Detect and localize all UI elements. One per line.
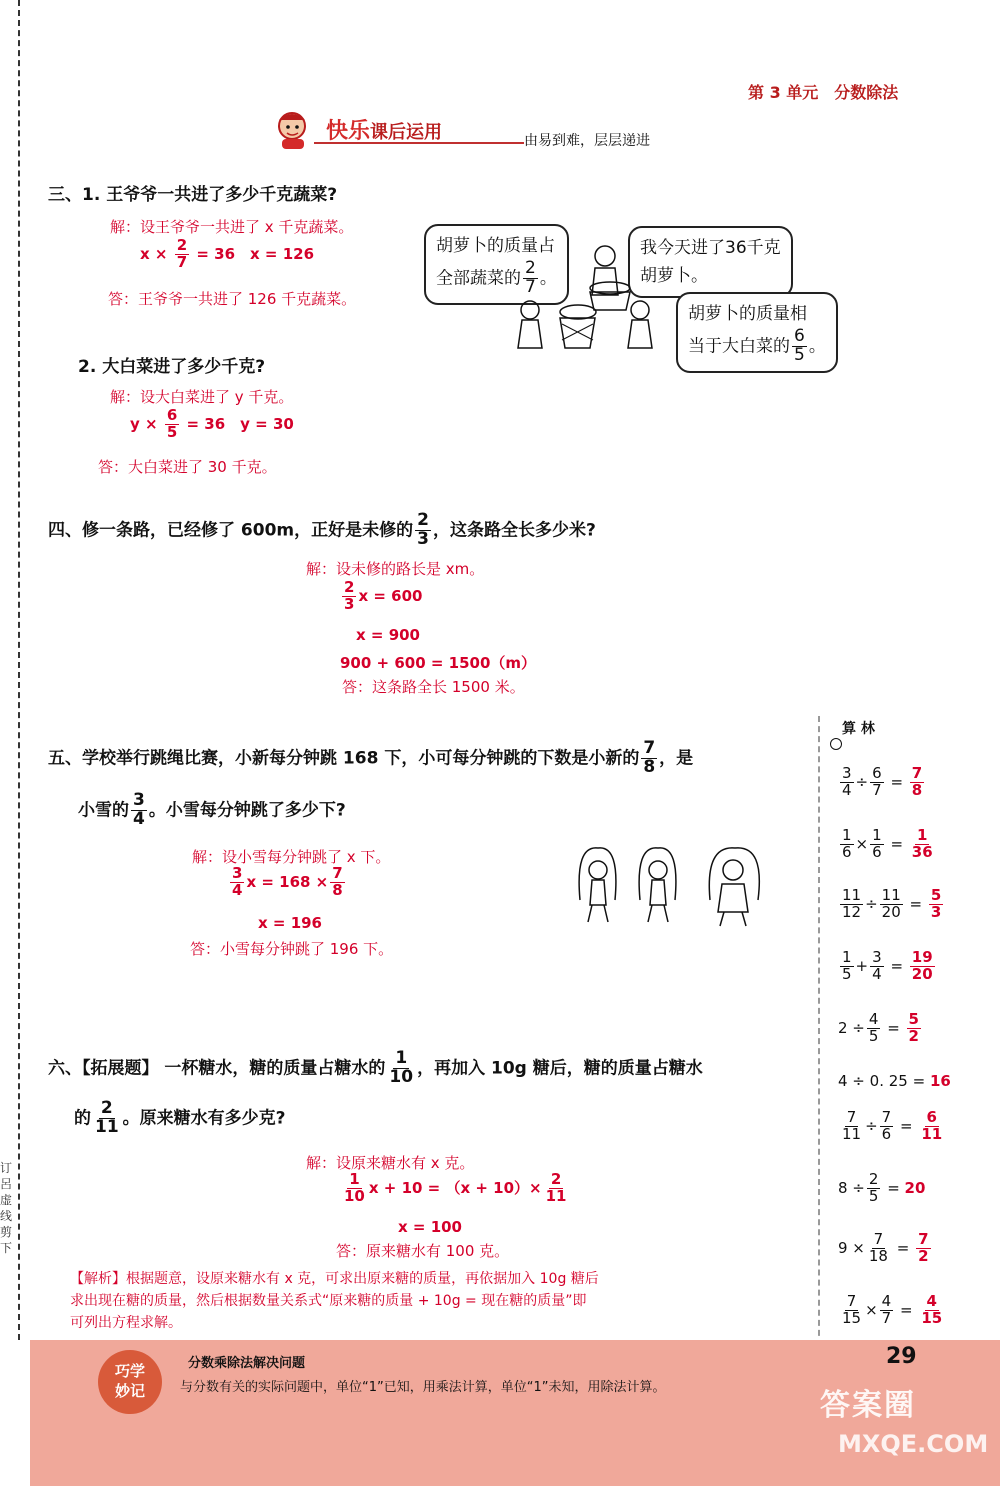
banner-underline (314, 142, 524, 144)
answer-3-1-conclusion: 答：王爷爷一共进了 126 千克蔬菜。 (108, 290, 357, 308)
sidebar-item: $\frac{1}{5}$ + $\frac{3}{4}$ = $\frac{19}{20}$ (842, 948, 933, 983)
sidebar-item: 8 ÷ $\frac{2}{5}$ = 20 (838, 1170, 926, 1205)
sidebar-item: 2 ÷ $\frac{4}{5}$ = $\frac{5}{2}$ (838, 1010, 919, 1045)
cut-mark: 剪 (0, 1225, 13, 1239)
answer-4-equation-2: x = 900 (356, 626, 420, 644)
question-3-1: 三、1. 王爷爷一共进了多少千克蔬菜? (48, 185, 338, 205)
jump-rope-kids-illustration (570, 840, 780, 930)
answer-4-let: 解：设未修的路长是 xm。 (306, 560, 485, 578)
watermark-logo: 答案圈 (820, 1388, 916, 1423)
sidebar-item: $\frac{1}{6}$ × $\frac{1}{6}$ = $\frac{1}{36}$ (842, 826, 933, 861)
answer-4-equation-3: 900 + 600 = 1500（m） (340, 654, 537, 672)
speech-bubble-carrot-36kg: 我今天进了36千克 胡萝卜。 (628, 226, 793, 298)
answer-5-equation-1: $\frac{3}{4}$ x = 168 × $\frac{7}{8}$ (232, 864, 343, 899)
tip-title: 分数乘除法解决问题 (188, 1356, 306, 1371)
memory-tip-badge: 巧学 妙记 (98, 1350, 162, 1414)
answer-6-equation-1: $\frac{1}{10}$ x + 10 = （x + 10）× $\frac{2}{11}$ (344, 1170, 567, 1205)
vegetable-sellers-illustration (510, 240, 670, 355)
answer-3-1-let: 解：设王爷爷一共进了 x 千克蔬菜。 (110, 218, 354, 236)
answer-3-2-equation: y × $\frac{6}{5}$ = 36 y = 30 (130, 406, 294, 441)
cartoon-boy-icon (270, 108, 320, 150)
tips-footer (30, 1340, 1000, 1486)
answer-6-conclusion: 答：原来糖水有 100 克。 (336, 1242, 510, 1260)
banner-title: 快乐课后运用 (326, 119, 443, 144)
cut-mark: 虚 (0, 1193, 13, 1207)
question-3-2: 2. 大白菜进了多少千克? (78, 357, 266, 377)
section-banner (270, 108, 520, 150)
sidebar-ring-icon (830, 738, 842, 750)
answer-5-let: 解：设小雪每分钟跳了 x 下。 (192, 848, 391, 866)
question-5-line-1: 五、学校举行跳绳比赛，小新每分钟跳 168 下，小可每分钟跳的下数是小新的 $\frac{7}{8}$ ，是 (48, 738, 694, 777)
unit-header: 第 3 单元 分数除法 (748, 83, 899, 102)
sidebar-item: $\frac{3}{4}$ ÷ $\frac{6}{7}$ = $\frac{7}{8}$ (842, 764, 923, 799)
answer-3-2-let: 解：设大白菜进了 y 千克。 (110, 388, 294, 406)
analysis-line-2: 求出现在糖的质量，然后根据数量关系式“原来糖的质量 + 10g = 现在糖的质量”即 (70, 1293, 587, 1309)
watermark-url: MXQE.COM (838, 1430, 989, 1458)
sidebar-item: 9 × $\frac{7}{18}$ = $\frac{7}{2}$ (838, 1230, 929, 1265)
sidebar-item: $\frac{11}{12}$ ÷ $\frac{11}{20}$ = $\frac{5}{3}$ (842, 886, 942, 921)
cut-mark: 下 (0, 1241, 13, 1255)
question-4: 四、修一条路，已经修了 600m，正好是未修的 $\frac{2}{3}$ ，这条路全长多少米? (48, 510, 596, 549)
speech-bubble-cabbage-fraction: 胡萝卜的质量相 当于大白菜的 $\frac{6}{5}$ 。 (676, 292, 838, 373)
answer-4-equation-1: $\frac{2}{3}$ x = 600 (344, 578, 423, 613)
cut-line-marks (0, 1160, 28, 1256)
calculation-sidebar (818, 716, 1000, 1346)
question-5-line-2: 小雪的 $\frac{3}{4}$ 。小雪每分钟跳了多少下? (78, 790, 346, 829)
cut-mark: 线 (0, 1209, 13, 1223)
banner-motto: 由易到难，层层递进 (524, 133, 650, 149)
question-6-line-1: 六、【拓展题】 一杯糖水，糖的质量占糖水的 $\frac{1}{10}$ ，再加入 10g 糖后，糖的质量占糖水 (48, 1048, 703, 1087)
binding-line (18, 0, 20, 1340)
analysis-line-1: 【解析】根据题意，设原来糖水有 x 克，可求出原来糖的质量，再依据加入 10g 糖后 (70, 1271, 599, 1287)
answer-5-conclusion: 答：小雪每分钟跳了 196 下。 (190, 940, 394, 958)
question-6-line-2: 的 $\frac{2}{11}$ 。原来糖水有多少克? (74, 1098, 286, 1137)
answer-3-2-conclusion: 答：大白菜进了 30 千克。 (98, 458, 277, 476)
analysis-line-3: 可列出方程求解。 (70, 1315, 182, 1331)
answer-5-equation-2: x = 196 (258, 914, 322, 932)
answer-6-let: 解：设原来糖水有 x 克。 (306, 1154, 475, 1172)
sidebar-title: 算 林 (842, 721, 875, 737)
sidebar-item: $\frac{7}{15}$ × $\frac{4}{7}$ = $\frac{4}{15}$ (842, 1292, 943, 1327)
page-number: 29 (886, 1344, 917, 1369)
tip-text: 与分数有关的实际问题中，单位“1”已知，用乘法计算，单位“1”未知，用除法计算。 (180, 1380, 666, 1395)
speech-bubble-carrot-fraction: 胡萝卜的质量占 全部蔬菜的 $\frac{2}{7}$ 。 (424, 224, 569, 305)
cut-mark: 订 (0, 1161, 13, 1175)
sidebar-item: $\frac{7}{11}$ ÷ $\frac{7}{6}$ = $\frac{6}{11}$ (842, 1108, 943, 1143)
cut-mark: 呂 (0, 1177, 13, 1191)
sidebar-item: 4 ÷ 0. 25 = 16 (838, 1072, 951, 1090)
answer-6-equation-2: x = 100 (398, 1218, 462, 1236)
answer-3-1-equation: x × $\frac{2}{7}$ = 36 x = 126 (140, 236, 315, 271)
answer-4-conclusion: 答：这条路全长 1500 米。 (342, 678, 525, 696)
